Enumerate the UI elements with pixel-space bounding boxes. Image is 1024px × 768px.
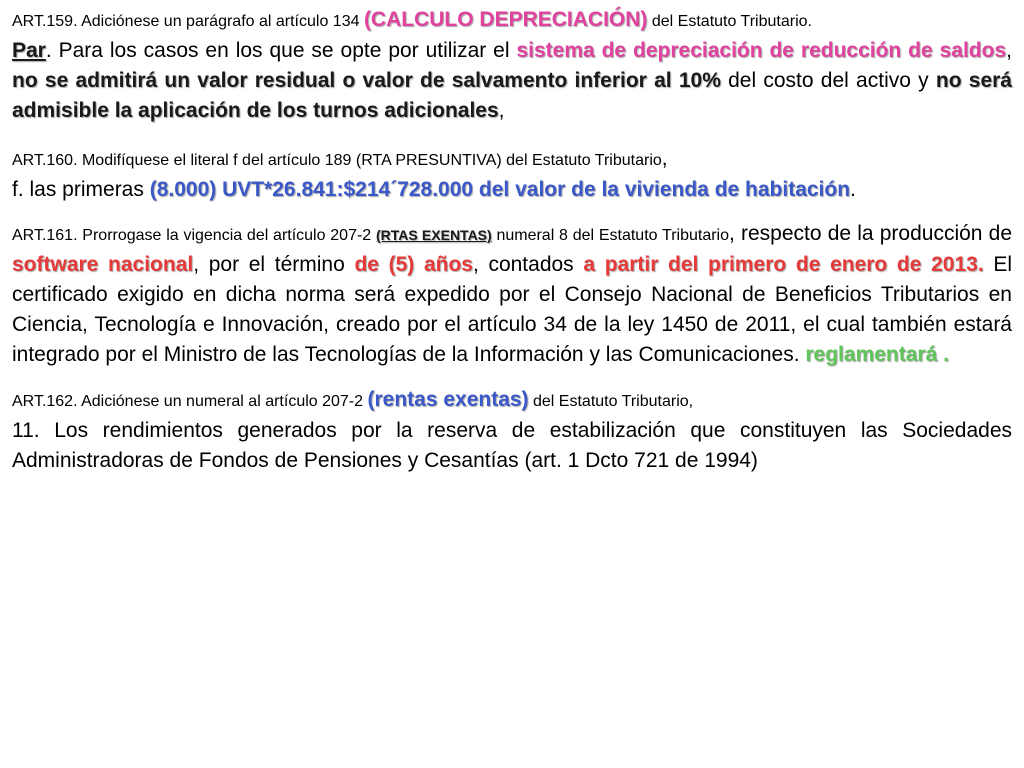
text-segment: . Para los casos en los que se opte por utilizar el (45, 39, 517, 62)
article-161-paragraph (12, 219, 1012, 370)
article-160 (12, 144, 1012, 205)
highlight-uvt-value: (8.000) UVT*26.841:$214´728.000 del valor de la vivienda de habitación (149, 178, 851, 201)
text-segment: , (498, 99, 505, 122)
text-segment: El certificado exigido en dicha norma será expedido por el Consejo Nacional de Beneficios Tributarios en Ciencia, Tecnología e Innovación, creado por el artículo 34 de la ley 1450 de 2011, el cual también estará integrado por el Ministro de las Tecnologías de la Información y las Comunicaciones. (12, 253, 1012, 366)
article-161-intro: ART.161. Prorrogase la vigencia del artículo 207-2 (12, 227, 376, 244)
text-segment: , respecto de la producción de (729, 222, 1012, 245)
article-159-tail: del Estatuto Tributario. (647, 13, 812, 30)
article-162-tail: del Estatuto Tributario, (528, 393, 694, 410)
article-161-intro-tail: numeral 8 del Estatuto Tributario (491, 227, 730, 244)
highlight-additional-shifts: no será admisible la aplicación de los turnos adicionales (12, 69, 1012, 122)
article-161 (12, 219, 1012, 370)
article-159-paragraph (12, 36, 1012, 126)
highlight-start-date: a partir del primero de enero de 2013. (583, 253, 984, 276)
article-162-body: 11. Los rendimientos generados por la reserva de estabilización que constituyen las Sociedades Administradoras de Fondos de Pensiones y Cesantías (art. 1 Dcto 721 de 1994) (12, 419, 1012, 472)
text-segment: f. las primeras (12, 178, 150, 201)
text-segment: del costo del activo y (720, 69, 936, 92)
spacer (12, 126, 1012, 144)
spacer (12, 370, 1012, 386)
highlight-depreciation-system: sistema de depreciación de reducción de saldos (516, 39, 1007, 62)
highlight-residual-value: no se admitirá un valor residual o valor de salvamento inferior al 10% (12, 69, 721, 92)
text-segment: , por el término (193, 253, 355, 276)
article-159-heading (12, 6, 1012, 36)
article-159 (12, 6, 1012, 126)
article-162-intro: ART.162. Adiciónese un numeral al artículo 207-2 (12, 393, 368, 410)
highlight-software: software nacional (12, 253, 194, 276)
article-162-heading (12, 386, 1012, 416)
text-segment: , (1006, 39, 1012, 62)
article-160-literal (12, 175, 1012, 205)
article-161-tag: (RTAS EXENTAS) (375, 227, 492, 243)
highlight-term: de (5) años (354, 253, 473, 276)
article-162 (12, 386, 1012, 476)
article-162-tag: (rentas exentas) (367, 388, 529, 411)
article-160-heading (12, 144, 1012, 175)
article-159-intro: ART.159. Adiciónese un parágrafo al artículo 134 (12, 13, 364, 30)
text-segment: . (850, 178, 856, 201)
spacer (12, 205, 1012, 219)
highlight-regulate: reglamentará . (805, 343, 949, 366)
text-segment: , contados (472, 253, 584, 276)
article-159-tag: (CALCULO DEPRECIACIÓN) (363, 8, 648, 31)
article-160-intro: ART.160. Modifíquese el literal f del artículo 189 (RTA PRESUNTIVA) del Estatuto Tributario (12, 152, 662, 169)
text-segment: , (661, 147, 668, 170)
paragraph-label: Par (12, 39, 46, 62)
